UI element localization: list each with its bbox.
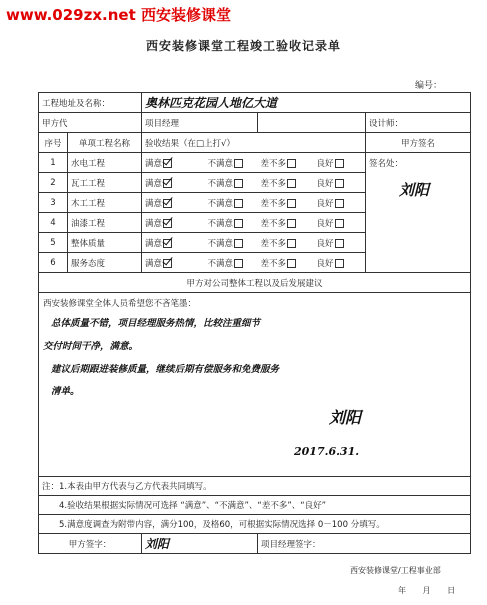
checkbox[interactable] [163, 179, 172, 188]
manager-label: 项目经理 [142, 113, 258, 133]
site-watermark: www.029zx.net 西安装修课堂 [6, 6, 231, 24]
option-cell [142, 213, 205, 233]
feedback-box [39, 293, 471, 477]
option-cell [205, 153, 258, 173]
option-cell [205, 233, 258, 253]
option-cell [142, 173, 205, 193]
sign-signature: 刘阳 [399, 181, 430, 199]
footer-org: 西安装修课堂/工程事业部 [350, 566, 441, 575]
option-label: 不满意 [207, 218, 234, 229]
address-label: 工程地址及名称： [39, 93, 142, 113]
option-cell [314, 233, 366, 253]
option-cell [142, 253, 205, 273]
option-cell [258, 153, 314, 173]
feedback-signature: 刘阳 [329, 408, 362, 427]
option-label: 差不多 [260, 258, 287, 269]
row-item-name: 服务态度 [68, 253, 142, 273]
checkbox[interactable] [234, 239, 243, 248]
option-label: 满意 [145, 238, 163, 249]
checkbox[interactable] [335, 159, 344, 168]
option-label: 不满意 [207, 238, 234, 249]
option-label: 差不多 [260, 238, 287, 249]
serial-number-label: 编号： [415, 81, 443, 91]
checkbox[interactable] [335, 179, 344, 188]
option-label: 良好 [316, 198, 334, 209]
option-label: 满意 [145, 258, 163, 269]
row-number: 6 [39, 253, 68, 273]
acceptance-form [38, 92, 471, 554]
checkbox[interactable] [287, 159, 296, 168]
checkbox[interactable] [234, 259, 243, 268]
checkbox[interactable] [287, 239, 296, 248]
row-item-name: 油漆工程 [68, 213, 142, 233]
checkbox[interactable] [287, 219, 296, 228]
checkbox[interactable] [287, 259, 296, 268]
feedback-line-3: 建议后期跟进装修质量，继续后期有偿服务和免费服务 [51, 364, 280, 375]
option-cell [142, 193, 205, 213]
option-label: 差不多 [260, 178, 287, 189]
address-value: 奥林匹克花园人地亿大道 [142, 93, 471, 113]
row-item-name: 木工工程 [68, 193, 142, 213]
option-label: 良好 [316, 238, 334, 249]
col-header-sign: 甲方签名 [366, 133, 471, 153]
checkbox[interactable] [234, 179, 243, 188]
option-label: 良好 [316, 218, 334, 229]
checkbox[interactable] [335, 219, 344, 228]
checkbox[interactable] [287, 199, 296, 208]
checkbox[interactable] [163, 159, 172, 168]
checkbox[interactable] [163, 219, 172, 228]
sign-label: 签名处： [369, 159, 404, 169]
option-label: 满意 [145, 218, 163, 229]
party-a-sign-label: 甲方签字： [39, 534, 142, 554]
option-cell [258, 213, 314, 233]
party-a-sign-value: 刘阳 [142, 534, 258, 554]
checkbox[interactable] [163, 199, 172, 208]
option-cell [142, 153, 205, 173]
option-label: 不满意 [207, 158, 234, 169]
feedback-line-2: 交付时间干净，满意。 [43, 341, 139, 352]
checkbox[interactable] [335, 239, 344, 248]
checkbox[interactable] [287, 179, 296, 188]
checkbox[interactable] [234, 159, 243, 168]
row-number: 3 [39, 193, 68, 213]
note-5: 5.满意度调查为附带内容，满分100，及格60，可根据实际情况选择 0－100 分填写。 [39, 515, 471, 534]
option-cell [258, 173, 314, 193]
option-label: 差不多 [260, 158, 287, 169]
table-row [39, 153, 471, 173]
feedback-line-1: 总体质量不错，项目经理服务热情，比较注重细节 [51, 318, 261, 329]
footer-date: 年 月 日 [398, 586, 456, 595]
option-label: 满意 [145, 158, 163, 169]
option-cell [258, 193, 314, 213]
feedback-title: 甲方对公司整体工程以及后发展建议 [39, 273, 471, 293]
page-title: 西安装修课堂工程竣工验收记录单 [145, 39, 341, 53]
designer-label: 设计师： [366, 113, 471, 133]
option-label: 不满意 [207, 198, 234, 209]
feedback-prompt: 西安装修课堂全体人员希望您不吝笔墨： [43, 299, 197, 309]
checkbox[interactable] [335, 259, 344, 268]
checkbox[interactable] [163, 259, 172, 268]
option-cell [314, 153, 366, 173]
option-cell [142, 233, 205, 253]
option-label: 满意 [145, 178, 163, 189]
row-number: 5 [39, 233, 68, 253]
note-1: 注：1.本表由甲方代表与乙方代表共同填写。 [39, 477, 471, 496]
checkbox[interactable] [234, 219, 243, 228]
row-number: 1 [39, 153, 68, 173]
col-header-result: 验收结果（在□上打√） [142, 133, 366, 153]
row-number: 4 [39, 213, 68, 233]
checkbox[interactable] [234, 199, 243, 208]
party-a-label: 甲方代 [39, 113, 142, 133]
option-cell [205, 213, 258, 233]
option-cell [314, 253, 366, 273]
checkbox[interactable] [335, 199, 344, 208]
checkbox[interactable] [163, 239, 172, 248]
option-label: 满意 [145, 198, 163, 209]
manager-value [258, 113, 366, 133]
option-label: 不满意 [207, 258, 234, 269]
option-label: 良好 [316, 178, 334, 189]
option-cell [258, 253, 314, 273]
row-item-name: 瓦工工程 [68, 173, 142, 193]
row-number: 2 [39, 173, 68, 193]
col-header-name: 单项工程名称 [68, 133, 142, 153]
option-cell [205, 173, 258, 193]
option-cell [205, 253, 258, 273]
option-label: 差不多 [260, 218, 287, 229]
feedback-line-4: 清单。 [51, 386, 80, 397]
manager-sign-label: 项目经理签字： [258, 534, 471, 554]
option-cell [314, 213, 366, 233]
option-cell [205, 193, 258, 213]
option-cell [258, 233, 314, 253]
row-item-name: 水电工程 [68, 153, 142, 173]
option-label: 良好 [316, 258, 334, 269]
option-cell [314, 193, 366, 213]
note-4: 4.验收结果根据实际情况可选择 “满意”、“不满意”、“差不多”、“良好” [39, 496, 471, 515]
option-label: 良好 [316, 158, 334, 169]
option-label: 差不多 [260, 198, 287, 209]
option-cell [314, 173, 366, 193]
feedback-date: 2017.6.31. [294, 445, 360, 458]
option-label: 不满意 [207, 178, 234, 189]
row-item-name: 整体质量 [68, 233, 142, 253]
sign-cell [366, 153, 471, 273]
col-header-no: 序号 [39, 133, 68, 153]
